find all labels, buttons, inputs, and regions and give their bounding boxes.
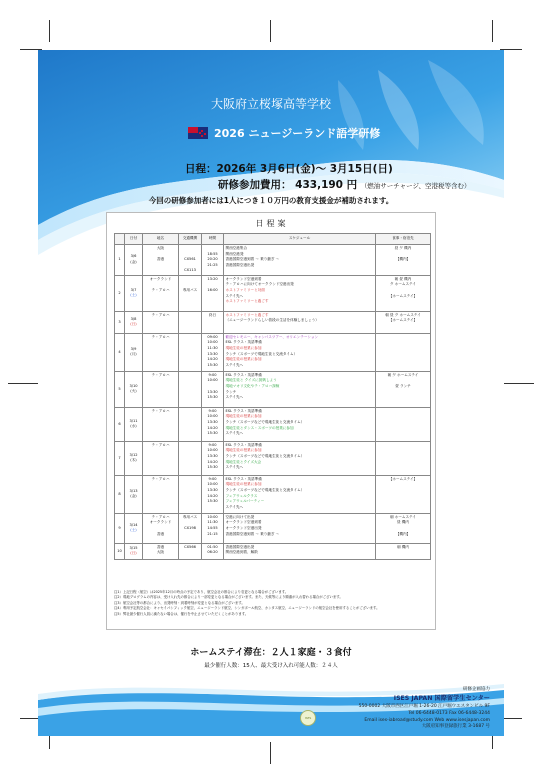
footnote: 注4）利用予定航空会社：キャセイパシフィック航空、ニュージーランド航空、シンガポール航空、カンタス航空、ニュージーランドの航空会社を使用することがございます。 — [114, 606, 380, 611]
footnote: 注5）弊社最少催行人員に満たない場合は、催行を中止させていただくことがあります。 — [114, 611, 249, 616]
row-transport — [179, 371, 202, 407]
row-number: 4 — [115, 333, 125, 371]
row-time: 9:00 10:00 13:30 14:20 15:30 — [202, 407, 224, 441]
row-schedule: 空港に向けて出発 オークランド空港到着 オークランド空港出発 香港国際空港到着 ～ 乗り継ぎ ～ — [224, 513, 376, 543]
footnote: 注2）現地プログラムの内容は、受け入れ先の都合により一部変更となる場合がございます。また、天候等により順番が入れ替わる場合がございます。 — [114, 595, 343, 600]
row-meals — [376, 407, 431, 441]
row-schedule: ESL クラス・英語準備 現地生徒と クイズに挑戦しよう 現地マオリ文化やテ・アロハ探検 ランチ ステイ先へ — [224, 371, 376, 407]
schedule-row — [115, 407, 431, 441]
row-schedule: 関西空港集合 関西空港発 香港国際空港到着 ～ 乗り継ぎ ～ 香港国際空港出発 — [224, 245, 376, 276]
row-meals: 朝 夕 ホームステイ 昼 ランチ — [376, 371, 431, 407]
schedule-row — [115, 441, 431, 475]
company-caption: 研修企画協力 — [463, 687, 490, 692]
row-date: 3/9 (月) — [125, 333, 143, 371]
company-info — [290, 687, 490, 731]
header-place: 地名 — [143, 234, 179, 245]
row-date: 3/8 (日) — [125, 311, 143, 333]
row-transport: CX566 — [179, 543, 202, 559]
row-transport — [179, 311, 202, 333]
row-time: 9:00 10:00 13:30 15:30 — [202, 371, 224, 407]
company-web: Email ises-iabroad@study.com Web www.isesjapan.com — [364, 717, 490, 723]
row-time: 13:20 16:00 — [202, 275, 224, 311]
company-address: 550-0002 大阪市西区江戸堀 1-26-20 江戸堀ウエスタンビル 9F — [358, 703, 490, 709]
row-place: 香港 大阪 — [143, 543, 179, 559]
row-date: 3/6 (金) — [125, 245, 143, 276]
row-meals: 【ホームステイ】 — [376, 475, 431, 513]
row-schedule: 歓迎セレモニー、キャンパスツアー、オリエンテーション ESL クラス・英語準備 現地生徒の授業に参加 ランチ（スポーツで現地生徒と交流タイム） 現地生徒の授業に参加 ステイ先へ — [224, 333, 376, 371]
row-date: 3/15 (日) — [125, 543, 143, 559]
footnote: 注3）航空会社等の都合により、出発時刻・到着時刻が変更となる場合がございます。 — [114, 600, 245, 605]
header-schedule: スケジュール — [224, 234, 376, 245]
schedule-row — [115, 475, 431, 513]
row-meals: 朝 ホームステイ 昼 機内 【機内】 — [376, 513, 431, 543]
school-name: 大阪府立桜塚高等学校 — [210, 97, 331, 111]
row-time: 9:00 10:00 13:30 14:20 15:30 — [202, 475, 224, 513]
row-place: オークランド テ・アロハ — [143, 275, 179, 311]
row-schedule: ESL クラス・英語準備 現地生徒の授業に参加 ランチ（スポーツなどで現地生徒と交流タイム） 現地生徒とダンス・スポーツの授業に参加 ステイ先へ — [224, 407, 376, 441]
row-number: 6 — [115, 407, 125, 441]
crop-mark — [504, 383, 534, 384]
row-time: 01:50 06:20 — [202, 543, 224, 559]
nz-flag-icon — [188, 127, 208, 139]
row-date: 3/11 (水) — [125, 407, 143, 441]
row-schedule: オークランド空港到着 テ・アロハに向けてオークランド空港出発 ホストファミリーと対面 ステイ先へ ホストファミリーと過ごす — [224, 275, 376, 311]
row-date: 3/14 (土) — [125, 513, 143, 543]
row-time: 9:00 10:00 13:30 14:20 15:30 — [202, 441, 224, 475]
schedule-panel — [106, 212, 436, 630]
header-transport: 交通機関 — [179, 234, 202, 245]
row-place: テ・アロハ オークランド 香港 — [143, 513, 179, 543]
row-place: テ・アロハ — [143, 407, 179, 441]
schedule-footnotes — [114, 590, 430, 617]
row-meals: 朝 昼 機内 夕 ホームステイ 【ホームステイ】 — [376, 275, 431, 311]
row-transport — [179, 441, 202, 475]
company-phone: Tel 06-6448-0173 Fax 06-6448-3244 — [408, 710, 490, 716]
cost-value: 433,190 円 — [295, 179, 358, 191]
row-transport: CX561 CX113 — [179, 245, 202, 276]
crop-mark — [270, 20, 271, 42]
row-number: 1 — [115, 245, 125, 276]
header-date: 日付 — [125, 234, 143, 245]
program-banner — [188, 126, 380, 140]
company-name: ISES JAPAN 国際留学生センター — [393, 694, 490, 702]
subsidy-note: 今回の研修参加者には1人につき１０万円の教育支援金が補助されます。 — [148, 196, 394, 205]
header-no — [115, 234, 125, 245]
row-meals: 朝 機内 — [376, 543, 431, 559]
schedule-row — [115, 513, 431, 543]
participant-limits: 最少催行人数：15人、最大受け入れ可能人数：２４人 — [204, 663, 338, 669]
flyer-page — [38, 50, 504, 736]
row-date: 3/13 (金) — [125, 475, 143, 513]
row-transport: 専用バス CX198 — [179, 513, 202, 543]
row-date: 3/7 (土) — [125, 275, 143, 311]
crop-mark — [270, 742, 271, 764]
row-place: 大阪 香港 — [143, 245, 179, 276]
company-license: 大阪府知事登録旅行業 3-1687 号 — [421, 724, 490, 730]
program-title: 2026 ニュージーランド語学研修 — [214, 127, 381, 140]
crop-mark — [492, 20, 493, 42]
cost-note: （燃油サーチャージ、空港税等含む） — [360, 182, 471, 190]
row-meals: 昼 夕 機内 【機内】 — [376, 245, 431, 276]
schedule-row — [115, 311, 431, 333]
header-meals: 食事・宿泊先 — [376, 234, 431, 245]
row-schedule: 香港国際空港出発 関西空港到着、解散 — [224, 543, 376, 559]
row-transport: 専用バス — [179, 275, 202, 311]
row-date: 3/10 (火) — [125, 371, 143, 407]
schedule-title: 日程案 — [255, 219, 289, 228]
row-place: テ・アロハ — [143, 475, 179, 513]
row-meals — [376, 333, 431, 371]
row-transport — [179, 475, 202, 513]
row-number: 5 — [115, 371, 125, 407]
row-place: テ・アロハ — [143, 371, 179, 407]
row-time: 09:00 10:00 11:30 13:30 14:20 15:30 — [202, 333, 224, 371]
row-transport — [179, 333, 202, 371]
schedule-row — [115, 245, 431, 276]
crop-mark — [8, 383, 38, 384]
row-number: 7 — [115, 441, 125, 475]
schedule-header-row — [115, 234, 431, 245]
trip-cost — [218, 177, 470, 192]
footnote: 注1）上記日程（航空）は2025年12月の時点の予定であり、航空会社の都合により変更となる場合がございます。 — [114, 590, 289, 594]
row-time: 10:00 11:30 14:55 21:15 — [202, 513, 224, 543]
homestay-info: ホームステイ滞在：２人１家庭・３食付 — [190, 648, 352, 658]
row-schedule: ホストファミリーと過ごす （ニュージーランドらしい普段の生活を体験しましょう） — [224, 311, 376, 333]
row-number: 8 — [115, 475, 125, 513]
row-number: 9 — [115, 513, 125, 543]
schedule-row — [115, 371, 431, 407]
cost-label: 研修参加費用： — [218, 179, 292, 191]
row-time: 18:55 20:20 21:25 — [202, 245, 224, 276]
row-number: 10 — [115, 543, 125, 559]
row-transport — [179, 407, 202, 441]
row-place: テ・アロハ — [143, 311, 179, 333]
company-seal-icon: ISES — [300, 710, 316, 726]
schedule-row — [115, 543, 431, 559]
trip-dates: 日程：2026年 3月6日(金)～ 3月15日(日) — [185, 163, 393, 175]
schedule-table — [114, 233, 431, 560]
row-meals — [376, 441, 431, 475]
schedule-row — [115, 275, 431, 311]
row-number: 2 — [115, 275, 125, 311]
row-meals: 朝 昼 夕 ホームステイ 【ホームステイ】 — [376, 311, 431, 333]
row-schedule: ESL クラス・英語準備 現地生徒の授業に参加 ランチ（スポーツなどで現地生徒と交流タイム） フェアウェルクラス フェアウェルパーティー ステイ先へ — [224, 475, 376, 513]
schedule-row — [115, 333, 431, 371]
row-number: 3 — [115, 311, 125, 333]
row-place: テ・アロハ — [143, 441, 179, 475]
crop-mark — [49, 20, 50, 42]
row-place: テ・アロハ — [143, 333, 179, 371]
row-schedule: ESL クラス・英語準備 現地生徒の授業に参加 ランチ（スポーツなどで現地生徒と交流タイム） 現地生徒とクイズ大会 ステイ先へ — [224, 441, 376, 475]
row-time: 終日 — [202, 311, 224, 333]
row-date: 3/12 (木) — [125, 441, 143, 475]
header-time: 時間 — [202, 234, 224, 245]
